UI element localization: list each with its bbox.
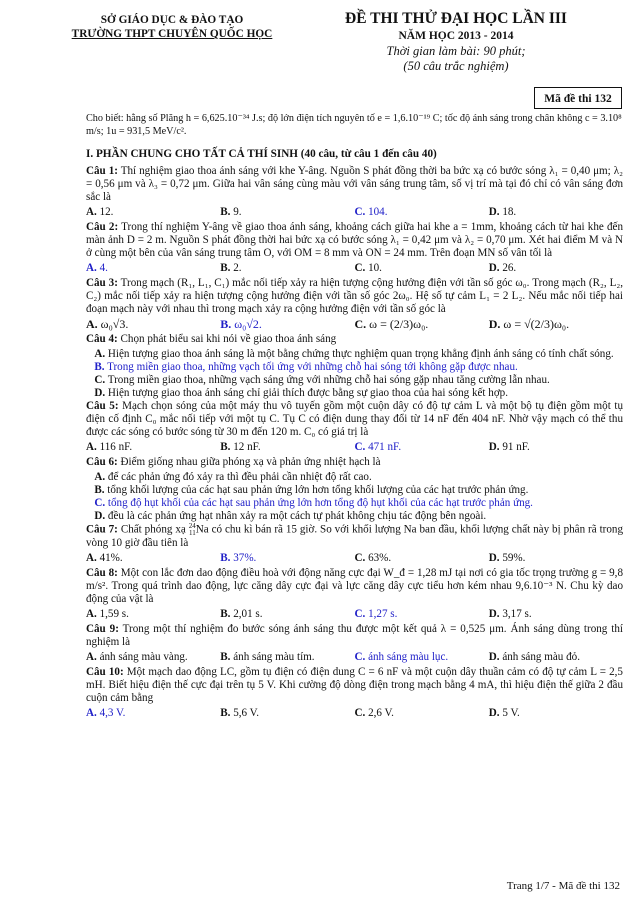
options-row	[86, 206, 623, 219]
option-label: A.	[86, 206, 97, 218]
option-label: A.	[94, 471, 106, 483]
option-text: 2,6 V.	[368, 707, 394, 719]
option-label: A.	[86, 608, 97, 620]
option-text: 10.	[368, 262, 382, 274]
option-label: A.	[94, 348, 106, 360]
department-name: SỞ GIÁO DỤC & ĐÀO TẠO	[100, 14, 244, 26]
question-text: Điểm giống nhau giữa phóng xạ và phản ứng nhiệt hạch là	[120, 456, 381, 468]
options-row	[86, 608, 623, 621]
option-text: ánh sáng màu đỏ.	[502, 651, 580, 663]
question-3	[86, 277, 623, 316]
option-a[interactable]	[86, 651, 220, 664]
nuclide-symbol	[189, 523, 196, 537]
question-7	[86, 523, 623, 550]
header-right	[318, 9, 594, 74]
option-text: tổng độ hụt khối của các hạt sau phản ứng lớn hơn tổng độ hụt khối của các hạt trước phản ứng.	[107, 497, 533, 509]
option-c[interactable]	[86, 374, 623, 387]
question-number: Câu 1:	[86, 165, 118, 177]
question-number: Câu 5:	[86, 400, 119, 412]
question-number: Câu 8:	[86, 567, 118, 579]
exam-code-box: Mã đề thi 132	[534, 87, 622, 109]
option-label: A.	[86, 317, 98, 331]
option-text: tổng khối lượng của các hạt sau phản ứng lớn hơn tổng khối lượng của các hạt trước phản ứng.	[107, 484, 529, 496]
option-label: C.	[354, 206, 366, 218]
option-d[interactable]	[489, 318, 623, 331]
option-label: C.	[354, 651, 366, 663]
option-label: A.	[86, 552, 97, 564]
option-text: 63%.	[368, 552, 392, 564]
option-label: D.	[488, 608, 500, 620]
option-text: ánh sáng màu lục.	[368, 651, 449, 663]
question-8	[86, 567, 623, 606]
question-text: Một con lắc đơn dao động điều hoà với động năng cực đại W_đ = 1,28 mJ tại nơi có gia tốc trọng trường g = 9,8 m/s². Trong quá trình dao động, lực căng dây cực đại và lực căng dây cực tiểu hơn kém nhau 9,6.10⁻³ N. Chu kỳ dao động của vật là	[86, 567, 623, 605]
option-label: B.	[220, 707, 231, 719]
option-label: C.	[354, 441, 366, 453]
option-a[interactable]	[86, 318, 220, 331]
option-label: D.	[94, 510, 106, 522]
option-text: Hiện tượng giao thoa ánh sáng chỉ giải thích được bằng sự giao thoa của hai sóng kết hợp.	[107, 387, 509, 399]
option-label: C.	[94, 497, 106, 509]
exam-title: ĐỀ THI THỬ ĐẠI HỌC LẦN III	[345, 10, 567, 27]
option-label: C.	[94, 374, 106, 386]
option-a[interactable]	[86, 348, 623, 361]
option-text: ω = √(2/3)ω₀.	[503, 317, 570, 331]
section-heading: I. PHẦN CHUNG CHO TẤT CẢ THÍ SINH (40 câu, từ câu 1 đến câu 40)	[86, 148, 437, 160]
option-label: B.	[220, 262, 231, 274]
question-1	[86, 165, 623, 204]
option-text: 2,01 s.	[233, 608, 263, 620]
option-c[interactable]	[355, 651, 489, 664]
option-text: ω₀√2.	[234, 317, 262, 331]
option-label: C.	[354, 608, 366, 620]
option-d[interactable]	[489, 707, 623, 720]
question-number: Câu 2:	[86, 221, 119, 233]
option-d[interactable]	[489, 441, 623, 454]
option-b[interactable]	[220, 707, 354, 720]
option-d[interactable]	[489, 608, 623, 621]
option-text: 104.	[368, 206, 388, 218]
option-a[interactable]	[86, 707, 220, 720]
option-c[interactable]	[355, 441, 489, 454]
option-label: B.	[220, 651, 231, 663]
option-d[interactable]	[489, 206, 623, 219]
option-a[interactable]	[86, 262, 220, 275]
options-row	[86, 552, 623, 565]
option-a[interactable]	[86, 206, 220, 219]
option-text: 12.	[99, 206, 114, 218]
option-text: 5 V.	[502, 707, 520, 719]
option-label: D.	[488, 441, 500, 453]
question-text: Mạch chọn sóng của một máy thu vô tuyến gồm một cuộn dây có độ tự cảm L và một bộ tụ điện gồm một tụ điện cố định C₀ mắc nối tiếp với một tụ C. Tụ C có điện dung thay đổi từ 14 nF đến 404 nF. Nhờ vậy mạch có thể thu được các sóng có bước sóng từ 30 m đến 120 m. C₀ có giá trị là	[86, 400, 624, 438]
option-text: 41%.	[99, 552, 123, 564]
question-10	[86, 666, 623, 705]
option-text: 5,6 V.	[233, 707, 260, 719]
option-b[interactable]	[220, 262, 354, 275]
option-a[interactable]	[86, 471, 623, 484]
option-text: 37%.	[233, 552, 257, 564]
option-text: Trong miền giao thoa, những vạch sáng ứng với những chỗ hai sóng gặp nhau tăng cường lẫn nhau.	[107, 374, 550, 386]
option-d[interactable]	[489, 262, 623, 275]
option-label: D.	[94, 387, 106, 399]
question-number: Câu 10:	[86, 666, 124, 678]
option-text: 26.	[502, 262, 517, 274]
option-d[interactable]	[86, 510, 623, 523]
option-label: B.	[220, 206, 231, 218]
option-label: B.	[220, 608, 231, 620]
question-9	[86, 623, 623, 649]
school-name: TRƯỜNG THPT CHUYÊN QUỐC HỌC	[71, 28, 273, 40]
option-text: ω₀√3.	[100, 317, 129, 331]
question-text: Thí nghiệm giao thoa ánh sáng với khe Y-âng. Nguồn S phát đồng thời ba bức xạ có bước sóng λ₁ = 0,40 μm; λ₂ = 0,56 μm và λ₃ = 0,72 μm. Giữa hai vân sáng cùng màu với vân sáng trung tâm, số vị trí mà tại đó chỉ có vân sáng đơn sắc là	[86, 165, 623, 203]
option-label: C.	[354, 262, 366, 274]
options-row	[86, 651, 623, 664]
options-row	[86, 441, 623, 454]
option-label: A.	[86, 441, 97, 453]
options-row	[86, 262, 623, 275]
option-b[interactable]	[220, 552, 354, 565]
options-row	[86, 707, 623, 720]
option-label: B.	[220, 317, 232, 331]
option-label: C.	[354, 707, 366, 719]
option-text: 4.	[99, 262, 108, 274]
question-number: Câu 6:	[86, 456, 118, 468]
question-number: Câu 3:	[86, 277, 118, 289]
option-a[interactable]	[86, 552, 220, 565]
option-a[interactable]	[86, 441, 220, 454]
option-text: 18.	[502, 206, 517, 218]
option-a[interactable]	[86, 608, 220, 621]
option-text: đều là các phản ứng hạt nhân xảy ra một cách tự phát không chịu tác động bên ngoài.	[107, 510, 487, 522]
option-b[interactable]	[86, 361, 623, 374]
option-label: A.	[86, 651, 97, 663]
option-text: 91 nF.	[502, 441, 530, 453]
option-c[interactable]	[355, 318, 489, 331]
option-label: B.	[94, 484, 105, 496]
options-row	[86, 318, 623, 331]
exam-duration: Thời gian làm bài: 90 phút;	[386, 44, 526, 58]
question-text: Trong thí nghiệm Y-âng về giao thoa ánh sáng, khoảng cách giữa hai khe a = 1mm, khoảng cách từ hai khe đến màn ảnh D = 2 m. Nguồn S phát đồng thời hai bức xạ có bước sóng λ₁ = 0,42 μm và λ₂ = 0,70 μm. Xét hai điểm M và N ở cùng một bên của vân sáng trung tâm O, với OM = 8 mm và ON = 24 mm. Trên đoạn MN số vân tối là	[86, 221, 623, 259]
option-label: D.	[488, 206, 500, 218]
options-stack	[86, 348, 623, 400]
question-text: Trong một thí nghiệm đo bước sóng ánh sáng thu được một kết quả λ = 0,525 μm. Ánh sáng dùng trong thí nghiệm là	[86, 623, 623, 648]
option-label: B.	[94, 361, 105, 373]
option-c[interactable]	[355, 552, 489, 565]
option-c[interactable]	[355, 262, 489, 275]
option-text: ω = (2/3)ω₀.	[369, 317, 429, 331]
option-c[interactable]	[355, 206, 489, 219]
question-number: Câu 9:	[86, 623, 119, 635]
question-4	[86, 333, 623, 346]
option-text: ánh sáng màu tím.	[233, 651, 315, 663]
option-label: C.	[354, 317, 367, 331]
school-year: NĂM HỌC 2013 - 2014	[398, 30, 514, 42]
question-5	[86, 400, 623, 439]
option-text: 9.	[233, 206, 242, 218]
option-d[interactable]	[489, 651, 623, 664]
mass-number: 24	[188, 522, 196, 530]
option-d[interactable]	[86, 387, 623, 400]
option-label: A.	[86, 707, 97, 719]
option-c[interactable]	[355, 608, 489, 621]
question-6	[86, 456, 623, 469]
question-count: (50 câu trắc nghiệm)	[403, 59, 509, 73]
option-label: D.	[488, 651, 500, 663]
option-c[interactable]	[86, 497, 623, 510]
header-left	[62, 13, 282, 41]
option-label: B.	[220, 441, 231, 453]
option-label: D.	[488, 317, 501, 331]
option-text: Trong miền giao thoa, những vạch tối ứng với những chỗ hai sóng tới không gặp được nhau.	[107, 361, 518, 373]
option-b[interactable]	[220, 318, 354, 331]
option-text: 2.	[233, 262, 242, 274]
option-text: 59%.	[502, 552, 526, 564]
option-label: D.	[488, 707, 500, 719]
option-text: 3,17 s.	[502, 608, 532, 620]
question-number: Câu 7:	[86, 523, 118, 536]
option-b[interactable]	[220, 651, 354, 664]
option-text: 116 nF.	[99, 441, 133, 453]
option-label: D.	[488, 262, 500, 274]
question-number: Câu 4:	[86, 333, 118, 345]
given-constants: Cho biết: hằng số Plăng h = 6,625.10⁻³⁴ J.s; độ lớn điện tích nguyên tố e = 1,6.10⁻¹⁹ C; tốc độ ánh sáng trong chân không c = 3.10⁸ m/s; 1u = 931,5 MeV/c².	[86, 113, 622, 137]
question-text: Na có chu kì bán rã 15 giờ. So với khối lượng Na ban đầu, khối lượng chất này bị phân rã trong vòng 10 giờ đầu tiên là	[86, 523, 624, 549]
option-b[interactable]	[220, 608, 354, 621]
option-b[interactable]	[86, 484, 623, 497]
option-label: B.	[220, 552, 231, 564]
question-2	[86, 221, 623, 260]
option-text: Hiện tượng giao thoa ánh sáng là một bằng chứng thực nghiệm quan trọng khẳng định ánh sáng có tính chất sóng.	[107, 348, 614, 360]
options-stack	[86, 471, 623, 523]
question-text: Trong mạch (R₁, L₁, C₁) mắc nối tiếp xảy ra hiện tượng cộng hưởng điện với tần số góc ω₀. Trong mạch (R₂, L₂, C₂) mắc nối tiếp xảy ra hiện tượng cộng hưởng điện với tần số góc 2ω₀. Hệ số tự cảm L₁ = 2 L₂. Nếu mắc nối tiếp hai đoạn mạch này với nhau thì trong mạch xảy ra cộng hưởng điện với tần số góc là	[86, 277, 623, 315]
option-text: 12 nF.	[233, 441, 261, 453]
option-b[interactable]	[220, 441, 354, 454]
option-text: 1,27 s.	[368, 608, 398, 620]
atomic-number: 11	[188, 529, 196, 537]
exam-content	[86, 113, 623, 722]
question-text: Chọn phát biểu sai khi nói về giao thoa ánh sáng	[120, 333, 337, 345]
option-text: 471 nF.	[368, 441, 402, 453]
option-label: D.	[488, 552, 500, 564]
option-label: C.	[354, 552, 366, 564]
option-text: 1,59 s.	[99, 608, 129, 620]
question-text: Một mạch dao động LC, gồm tụ điện có điện dung C = 6 nF và một cuộn dây thuần cảm có độ tự cảm L = 2,5 mH. Biết hiệu điện thế cực đại trên tụ 5 V. Khi cường độ dòng điện trong mạch bằng 4 mA, thì hiệu điện thế giữa 2 đầu cuộn cảm bằng	[86, 666, 623, 704]
question-text-pre: Chất phóng xạ	[120, 523, 186, 536]
option-d[interactable]	[489, 552, 623, 565]
option-text: để các phản ứng đó xảy ra thì đều phải cần nhiệt độ rất cao.	[107, 471, 372, 483]
option-label: A.	[86, 262, 97, 274]
page-footer: Trang 1/7 - Mã đề thi 132	[506, 880, 620, 892]
option-text: ánh sáng màu vàng.	[99, 651, 188, 663]
option-b[interactable]	[220, 206, 354, 219]
option-c[interactable]	[355, 707, 489, 720]
option-text: 4,3 V.	[99, 707, 126, 719]
